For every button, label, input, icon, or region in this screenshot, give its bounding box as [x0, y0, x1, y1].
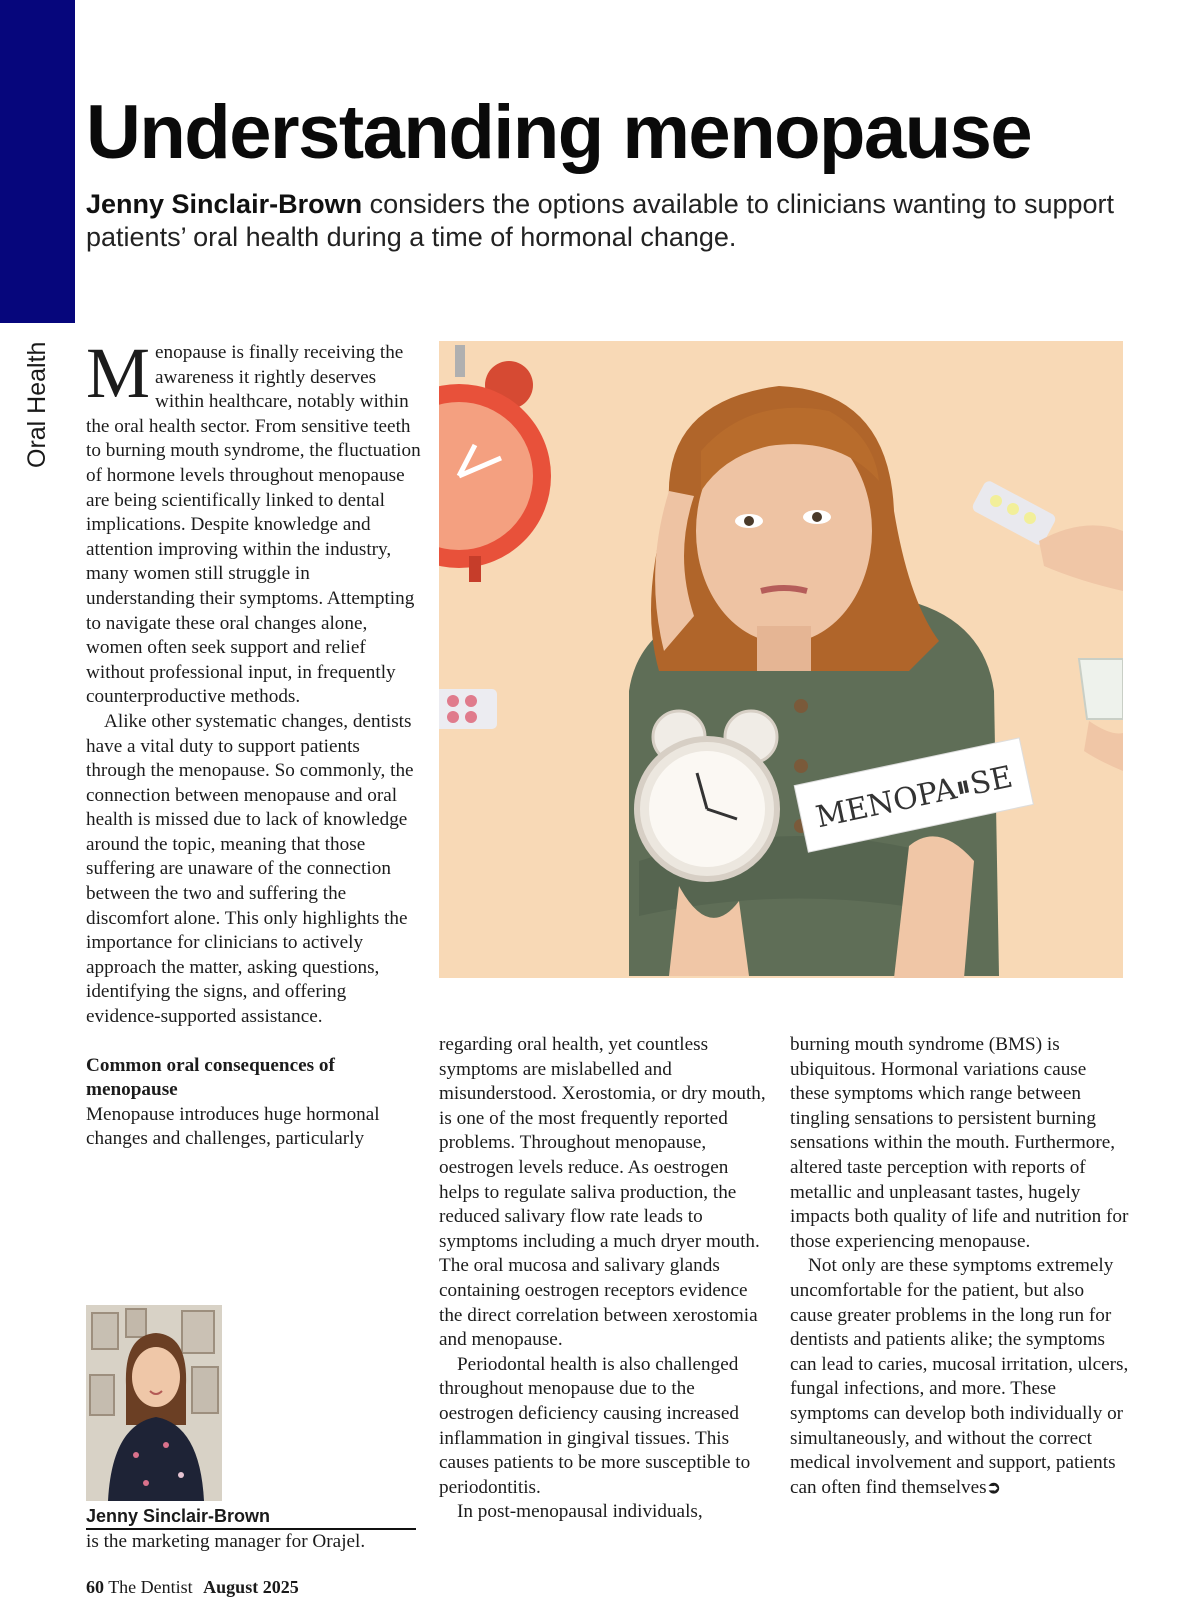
- author-name: Jenny Sinclair-Brown: [86, 1505, 416, 1530]
- author-portrait: [86, 1305, 222, 1501]
- page-footer: [86, 1576, 299, 1598]
- article-title: Understanding menopause: [86, 90, 1032, 175]
- paragraph-intro-text: enopause is finally receiving the awareness it rightly deserves within healthcare, notably within the oral health sector. From sensitive teeth to burning mouth syndrome, the fluctuation of hormone levels throughout menopause are being scientifically linked to dental implications. Despite knowledge and attention improving within the industry, many women still struggle in understanding their symptoms. Attempting to navigate these oral changes alone, women often seek support and relief without professional input, in frequently counterproductive methods.: [86, 342, 421, 708]
- article-column-3: [790, 1033, 1130, 1500]
- paragraph: In post-menopausal individuals,: [457, 1501, 703, 1523]
- subheading: Common oral consequences of menopause: [86, 1054, 335, 1101]
- article-column-2: [439, 1033, 772, 1525]
- standfirst: [86, 188, 1146, 254]
- drop-cap: M: [86, 333, 151, 413]
- article-column-1: [86, 333, 421, 1152]
- section-color-bar: [0, 0, 75, 323]
- paragraph: regarding oral health, yet countless symptoms are mislabelled and misunderstood. Xerostomia, or dry mouth, is one of the most frequently reported problems. Throughout menopause, oestrogen levels reduce. As oestrogen helps to regulate saliva production, the reduced salivary flow rate leads to symptoms including a much dryer mouth. The oral mucosa and salivary glands containing oestrogen receptors evidence the direct correlation between xerostomia and menopause.: [439, 1034, 766, 1351]
- paragraph-last-text: Not only are these symptoms extremely uncomfortable for the patient, but also cause greater problems in the long run for dentists and patients alike; the symptoms can lead to caries, mucosal irritation, ulcers, fungal infections, and more. These symptoms can develop both individually or simultaneously, and without the correct medical involvement and support, patients can often find themselves: [790, 1255, 1129, 1498]
- pill-pack-icon: [439, 689, 497, 729]
- issue-date: August 2025: [203, 1577, 299, 1597]
- paragraph-last: [790, 1254, 1130, 1500]
- feature-photo-illustration: [439, 341, 1123, 978]
- paragraph-intro: [86, 333, 421, 710]
- page-number: 60: [86, 1577, 104, 1597]
- publication-name: The Dentist: [108, 1577, 193, 1597]
- paragraph: burning mouth syndrome (BMS) is ubiquitous. Hormonal variations cause these symptoms which range between tingling sensations to persistent burning sensations within the mouth. Furthermore, altered taste perception with reports of metallic and unpleasant tastes, hugely impacts both quality of life and nutrition for those experiencing menopause.: [790, 1034, 1129, 1252]
- standfirst-author: Jenny Sinclair-Brown: [86, 189, 363, 219]
- standfirst-text: considers the options available to clinicians wanting to support patients’ oral health during a time of hormonal change.: [86, 189, 1115, 252]
- continued-arrow-icon: ➲: [986, 1477, 1001, 1497]
- paragraph: Periodontal health is also challenged throughout menopause due to the oestrogen deficiency causing increased inflammation in gingival tissues. This causes patients to be more susceptible to periodontitis.: [439, 1353, 751, 1498]
- feature-photo: [439, 341, 1123, 978]
- paragraph: Alike other systematic changes, dentists have a vital duty to support patients through the menopause. So commonly, the connection between menopause and oral health is missed due to lack of knowledge around the topic, meaning that those suffering are unaware of the connection between the two and suffering the discomfort alone. This only highlights the importance for clinicians to actively approach the matter, asking questions, identifying the signs, and offering evidence-supported assistance.: [86, 710, 414, 1028]
- author-bio: is the marketing manager for Orajel.: [86, 1531, 366, 1552]
- author-photo: [86, 1305, 222, 1501]
- paragraph: Menopause introduces huge hormonal changes and challenges, particularly: [86, 1103, 380, 1150]
- section-label: Oral Health: [23, 341, 51, 469]
- sign-text: MENOPA⏸SE: [812, 759, 1016, 836]
